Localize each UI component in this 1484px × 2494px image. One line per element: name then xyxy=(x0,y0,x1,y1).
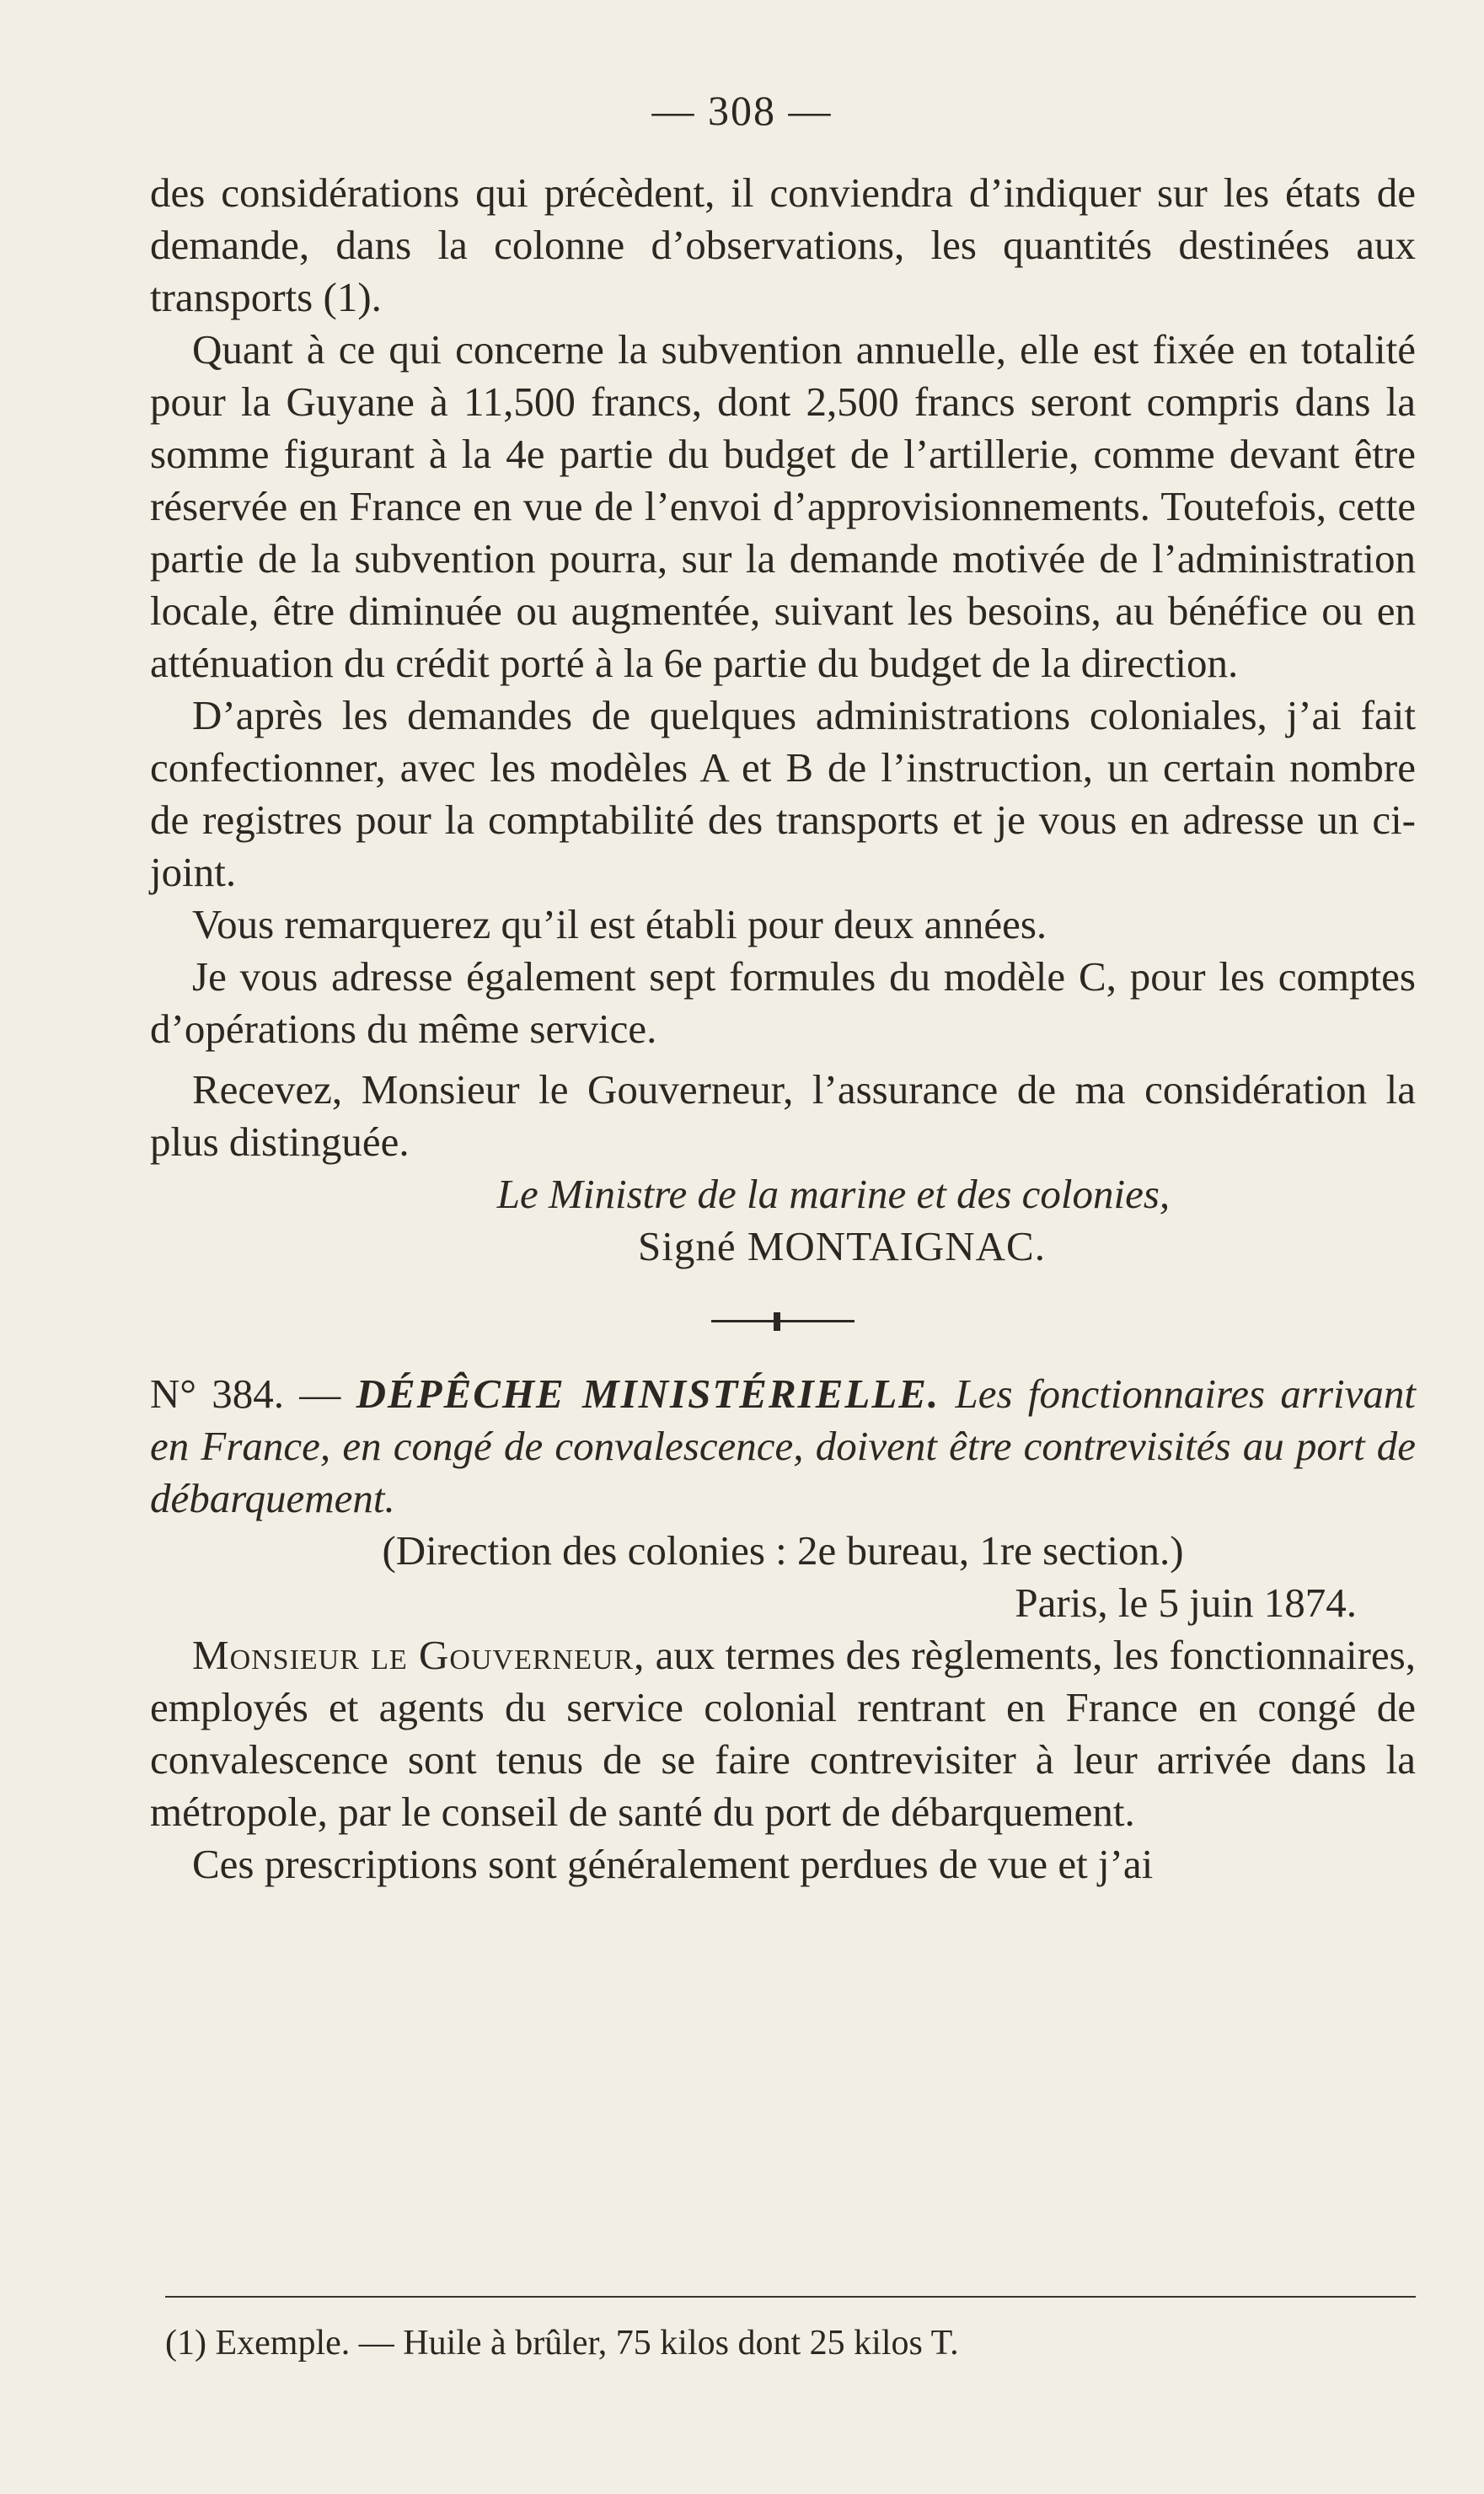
section-heading xyxy=(150,1368,1416,1525)
heading-number: N° 384. — xyxy=(150,1370,341,1417)
page-number: — 308 — xyxy=(651,87,833,134)
body-text xyxy=(150,167,1416,1891)
paragraph-formules: Je vous adresse également sept formules du modèle C, pour les comptes d’opérations du même service. xyxy=(150,953,1416,1052)
paragraph-deux-annees: Vous remarquerez qu’il est établi pour deux années. xyxy=(192,901,1047,947)
paragraph-continued: des considérations qui précèdent, il conviendra d’indiquer sur les états de demande, dans la colonne d’observations, les quantités destinées aux transports (1). xyxy=(150,169,1416,320)
letter-paragraph-2: Ces prescriptions sont généralement perdues de vue et j’ai xyxy=(192,1841,1154,1887)
footnote-divider xyxy=(165,2296,1416,2298)
date-line: Paris, le 5 juin 1874. xyxy=(1015,1580,1357,1626)
section-divider xyxy=(711,1320,855,1322)
letter-salutation: Monsieur le Gouverneur, xyxy=(192,1632,646,1678)
signature-title: Le Ministre de la marine et des colonies, xyxy=(496,1171,1171,1217)
letter-paragraph-1-text: aux termes des règlements, les fonctionnaires, employés et agents du service colonial rentrant en France en congé de convalescence sont tenus de se faire contrevisiter à leur arrivée dans la métropole, par le conseil de santé du port de débarquement. xyxy=(150,1632,1416,1835)
signature-name: Signé MONTAIGNAC. xyxy=(637,1223,1046,1269)
direction-line: (Direction des colonies : 2e bureau, 1re section.) xyxy=(382,1527,1184,1574)
heading-summary: Les fonctionnaires arrivant en France, en congé de convalescence, doivent être contrevisités au port de débarquement. xyxy=(150,1370,1417,1521)
paragraph-registres: D’après les demandes de quelques administrations coloniales, j’ai fait confectionner, avec les modèles A et B de l’instruction, un certain nombre de registres pour la comptabilité des transports et je vous en adresse un ci-joint. xyxy=(150,692,1416,895)
heading-title: DÉPÊCHE MINISTÉRIELLE. xyxy=(356,1370,940,1417)
letter-paragraph-1 xyxy=(150,1629,1416,1838)
paragraph-subvention: Quant à ce qui concerne la subvention annuelle, elle est fixée en totalité pour la Guyane à 11,500 francs, dont 2,500 francs seront compris dans la somme figurant à la 4e partie du budget de l’artillerie, comme devant être réservée en France en vue de l’envoi d’approvisionnements. Toutefois, cette partie de la subvention pourra, sur la demande motivée de l’administration locale, être diminuée ou augmentée, suivant les besoins, au bénéfice ou en atténuation du crédit porté à la 6e partie du budget de la direction. xyxy=(150,326,1416,686)
paragraph-salutation-close: Recevez, Monsieur le Gouverneur, l’assurance de ma considération la plus distinguée. xyxy=(150,1066,1416,1165)
footnote: (1) Exemple. — Huile à brûler, 75 kilos dont 25 kilos T. xyxy=(165,2324,959,2363)
